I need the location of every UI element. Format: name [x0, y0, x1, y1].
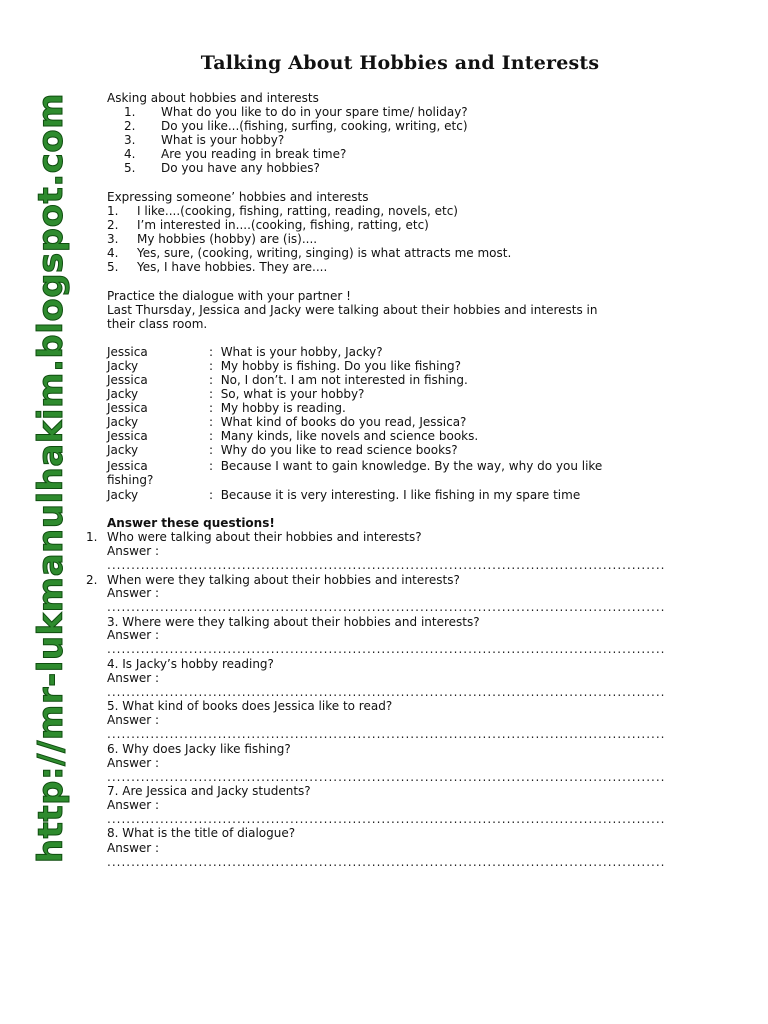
dialogue-colon: :	[209, 345, 214, 359]
dialogue-line	[209, 401, 346, 415]
watermark-text: http://mr-lukmanulhakim.blogspot.com	[31, 92, 71, 864]
dialogue-line	[209, 488, 580, 502]
dialogue-line	[209, 359, 461, 373]
answer-dotted-line: ....................................................................................................................	[107, 727, 666, 741]
dialogue-text: So, what is your hobby?	[220, 387, 365, 401]
question-number: 1.	[86, 530, 98, 544]
answer-dotted-line: ....................................................................................................................	[107, 812, 666, 826]
expressing-item-number: 1.	[107, 204, 119, 218]
dialogue-speaker: Jacky	[107, 359, 139, 373]
answer-label: Answer :	[107, 798, 160, 812]
asking-item: What is your hobby?	[161, 133, 285, 147]
dialogue-text: No, I don’t. I am not interested in fishing.	[220, 373, 468, 387]
asking-item-number: 1.	[124, 105, 136, 119]
answer-label: Answer :	[107, 544, 160, 558]
answer-label: Answer :	[107, 671, 160, 685]
dialogue-speaker: Jacky	[107, 488, 139, 502]
answer-label: Answer :	[107, 841, 160, 855]
dialogue-line	[209, 415, 466, 429]
question-text: When were they talking about their hobbies and interests?	[107, 573, 460, 587]
answer-dotted-line: ....................................................................................................................	[107, 685, 666, 699]
dialogue-text: My hobby is reading.	[220, 401, 346, 415]
dialogue-speaker: Jacky	[107, 415, 139, 429]
dialogue-colon: :	[209, 429, 214, 443]
asking-item: What do you like to do in your spare time/ holiday?	[161, 105, 468, 119]
dialogue-speaker: Jessica	[107, 401, 148, 415]
expressing-item-number: 5.	[107, 260, 119, 274]
answer-label: Answer :	[107, 586, 160, 600]
asking-item: Do you like...(fishing, surfing, cooking, writing, etc)	[161, 119, 468, 133]
answer-label: Answer :	[107, 628, 160, 642]
dialogue-speaker: Jacky	[107, 443, 139, 457]
expressing-item-number: 2.	[107, 218, 119, 232]
asking-item: Do you have any hobbies?	[161, 161, 320, 175]
expressing-item-number: 4.	[107, 246, 119, 260]
answer-dotted-line: ....................................................................................................................	[107, 770, 666, 784]
questions-heading: Answer these questions!	[107, 516, 275, 530]
dialogue-speaker: Jessica	[107, 345, 148, 359]
question-text: 8. What is the title of dialogue?	[107, 826, 296, 840]
dialogue-colon: :	[209, 415, 214, 429]
practice-instruction: Practice the dialogue with your partner !	[107, 289, 351, 303]
question-number: 2.	[86, 573, 98, 587]
question-text: 6. Why does Jacky like fishing?	[107, 742, 291, 756]
dialogue-colon: :	[209, 387, 214, 401]
question-text: 5. What kind of books does Jessica like to read?	[107, 699, 393, 713]
expressing-item: My hobbies (hobby) are (is)....	[137, 232, 318, 246]
asking-item: Are you reading in break time?	[161, 147, 347, 161]
dialogue-colon: :	[209, 373, 214, 387]
dialogue-colon: :	[209, 359, 214, 373]
question-text: 3. Where were they talking about their hobbies and interests?	[107, 615, 480, 629]
answer-dotted-line: ....................................................................................................................	[107, 642, 666, 656]
expressing-item: Yes, I have hobbies. They are....	[137, 260, 328, 274]
practice-context-continued: their class room.	[107, 317, 208, 331]
dialogue-line	[209, 429, 478, 443]
dialogue-text: Because it is very interesting. I like fishing in my spare time	[220, 488, 581, 502]
question-text: Who were talking about their hobbies and interests?	[107, 530, 422, 544]
answer-dotted-line: ....................................................................................................................	[107, 855, 666, 869]
answer-dotted-line: ....................................................................................................................	[107, 600, 666, 614]
expressing-heading: Expressing someone’ hobbies and interests	[107, 190, 369, 204]
answer-label: Answer :	[107, 713, 160, 727]
dialogue-text: Many kinds, like novels and science books.	[220, 429, 479, 443]
dialogue-speaker: Jessica	[107, 429, 148, 443]
answer-label: Answer :	[107, 756, 160, 770]
expressing-item: I’m interested in....(cooking, fishing, ratting, etc)	[137, 218, 429, 232]
dialogue-text: Because I want to gain knowledge. By the way, why do you like	[220, 459, 603, 473]
page-title: Talking About Hobbies and Interests	[200, 52, 600, 74]
expressing-item-number: 3.	[107, 232, 119, 246]
dialogue-speaker: Jessica	[107, 373, 148, 387]
dialogue-line	[209, 345, 383, 359]
practice-context: Last Thursday, Jessica and Jacky were talking about their hobbies and interests in	[107, 303, 598, 317]
dialogue-line	[209, 373, 468, 387]
asking-heading: Asking about hobbies and interests	[107, 91, 319, 105]
dialogue-text: Why do you like to read science books?	[220, 443, 458, 457]
asking-item-number: 4.	[124, 147, 136, 161]
dialogue-colon: :	[209, 488, 214, 502]
dialogue-colon: :	[209, 443, 214, 457]
dialogue-line	[209, 443, 458, 457]
expressing-item: I like....(cooking, fishing, ratting, reading, novels, etc)	[137, 204, 458, 218]
question-text: 7. Are Jessica and Jacky students?	[107, 784, 311, 798]
dialogue-colon: :	[209, 401, 214, 415]
dialogue-text: What is your hobby, Jacky?	[220, 345, 383, 359]
answer-dotted-line: ....................................................................................................................	[107, 558, 666, 572]
dialogue-text: My hobby is fishing. Do you like fishing?	[220, 359, 462, 373]
dialogue-wrap-line: fishing?	[107, 473, 154, 487]
dialogue-text: What kind of books do you read, Jessica?	[220, 415, 467, 429]
dialogue-speaker: Jessica	[107, 459, 148, 473]
dialogue-line	[209, 459, 602, 473]
asking-item-number: 3.	[124, 133, 136, 147]
dialogue-speaker: Jacky	[107, 387, 139, 401]
dialogue-line	[209, 387, 364, 401]
asking-item-number: 5.	[124, 161, 136, 175]
expressing-item: Yes, sure, (cooking, writing, singing) is what attracts me most.	[137, 246, 512, 260]
dialogue-colon: :	[209, 459, 214, 473]
asking-item-number: 2.	[124, 119, 136, 133]
question-text: 4. Is Jacky’s hobby reading?	[107, 657, 274, 671]
